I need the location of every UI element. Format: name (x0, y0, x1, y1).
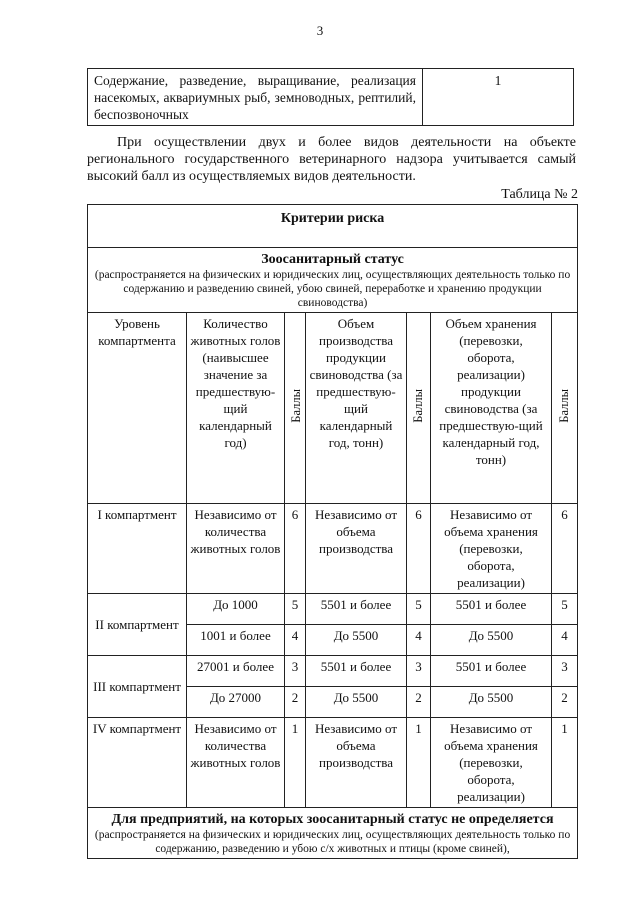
table-row (88, 594, 578, 625)
section-note: (распространяется на физических и юридических лиц, осуществляющих деятельность только по содержанию, разведению и убою с/х животных и птицы (кроме свиней), (94, 829, 571, 855)
points-cell: 6 (285, 504, 306, 594)
header-count: Количество животных голов (наивысшее значение за предшествую-щий календарный год) (187, 313, 285, 504)
activity-description: Содержание, разведение, выращивание, реализация насекомых, аквариумных рыб, земноводных, рептилий, беспозвоночных (88, 69, 423, 126)
header-level: Уровень компартмента (88, 313, 187, 504)
points-cell: 1 (285, 718, 306, 808)
points-cell: 2 (407, 687, 431, 718)
points-cell: 4 (407, 625, 431, 656)
production-cell: Независимо от объема производства (306, 718, 407, 808)
table-title: Критерии риска (88, 205, 578, 248)
header-storage: Объем хранения (перевозки, оборота, реализации) продукции свиноводства (за предшествую-щий календарный год, тонн) (431, 313, 552, 504)
header-points: Баллы (552, 313, 578, 504)
points-cell: 2 (285, 687, 306, 718)
section-non-zoosanitary (88, 808, 578, 859)
points-cell: 4 (285, 625, 306, 656)
compartment-level: I компартмент (88, 504, 187, 594)
points-cell: 2 (552, 687, 578, 718)
production-cell: 5501 и более (306, 594, 407, 625)
compartment-level: II компартмент (88, 594, 187, 656)
points-cell: 4 (552, 625, 578, 656)
rule-paragraph: При осуществлении двух и более видов деятельности на объекте регионального государственного ветеринарного надзора учитывается самый высокий балл из осуществляемых видов деятельности. (87, 135, 576, 184)
section-header-row (88, 248, 578, 313)
section-note: (распространяется на физических и юридических лиц, осуществляющих деятельность только по содержанию и разведению свиней, убою свиней, переработке и хранению продукции свиноводства) (94, 269, 571, 309)
production-cell: Независимо от объема производства (306, 504, 407, 594)
section-header-row (88, 808, 578, 859)
risk-criteria-table (87, 204, 578, 859)
production-cell: До 5500 (306, 687, 407, 718)
points-cell: 3 (285, 656, 306, 687)
production-cell: До 5500 (306, 625, 407, 656)
header-points: Баллы (285, 313, 306, 504)
storage-cell: Независимо от объема хранения (перевозки, оборота, реализации) (431, 718, 552, 808)
section-title: Зоосанитарный статус (261, 252, 404, 267)
compartment-level: IV компартмент (88, 718, 187, 808)
activity-score: 1 (423, 69, 574, 126)
count-cell: До 1000 (187, 594, 285, 625)
points-cell: 5 (552, 594, 578, 625)
points-cell: 1 (407, 718, 431, 808)
points-cell: 6 (552, 504, 578, 594)
production-cell: 5501 и более (306, 656, 407, 687)
header-production: Объем производства продукции свиноводства (за предшествую-щий календарный год, тонн) (306, 313, 407, 504)
storage-cell: Независимо от объема хранения (перевозки, оборота, реализации) (431, 504, 552, 594)
table-row (88, 504, 578, 594)
compartment-level: III компартмент (88, 656, 187, 718)
table-caption: Таблица № 2 (501, 187, 578, 202)
section-title: Для предприятий, на которых зоосанитарный статус не определяется (111, 812, 554, 827)
storage-cell: До 5500 (431, 687, 552, 718)
count-cell: Независимо от количества животных голов (187, 504, 285, 594)
storage-cell: До 5500 (431, 625, 552, 656)
table-row (88, 656, 578, 687)
points-cell: 3 (552, 656, 578, 687)
page-number: 3 (316, 23, 324, 38)
count-cell: 1001 и более (187, 625, 285, 656)
section-zoosanitary (88, 248, 578, 313)
points-cell: 6 (407, 504, 431, 594)
points-cell: 5 (285, 594, 306, 625)
points-cell: 5 (407, 594, 431, 625)
activity-continuation-table (87, 68, 574, 126)
count-cell: До 27000 (187, 687, 285, 718)
points-cell: 3 (407, 656, 431, 687)
storage-cell: 5501 и более (431, 656, 552, 687)
table-row (88, 69, 574, 126)
storage-cell: 5501 и более (431, 594, 552, 625)
table-title-row (88, 205, 578, 248)
count-cell: Независимо от количества животных голов (187, 718, 285, 808)
points-cell: 1 (552, 718, 578, 808)
table-row (88, 718, 578, 808)
count-cell: 27001 и более (187, 656, 285, 687)
column-header-row (88, 313, 578, 504)
header-points: Баллы (407, 313, 431, 504)
